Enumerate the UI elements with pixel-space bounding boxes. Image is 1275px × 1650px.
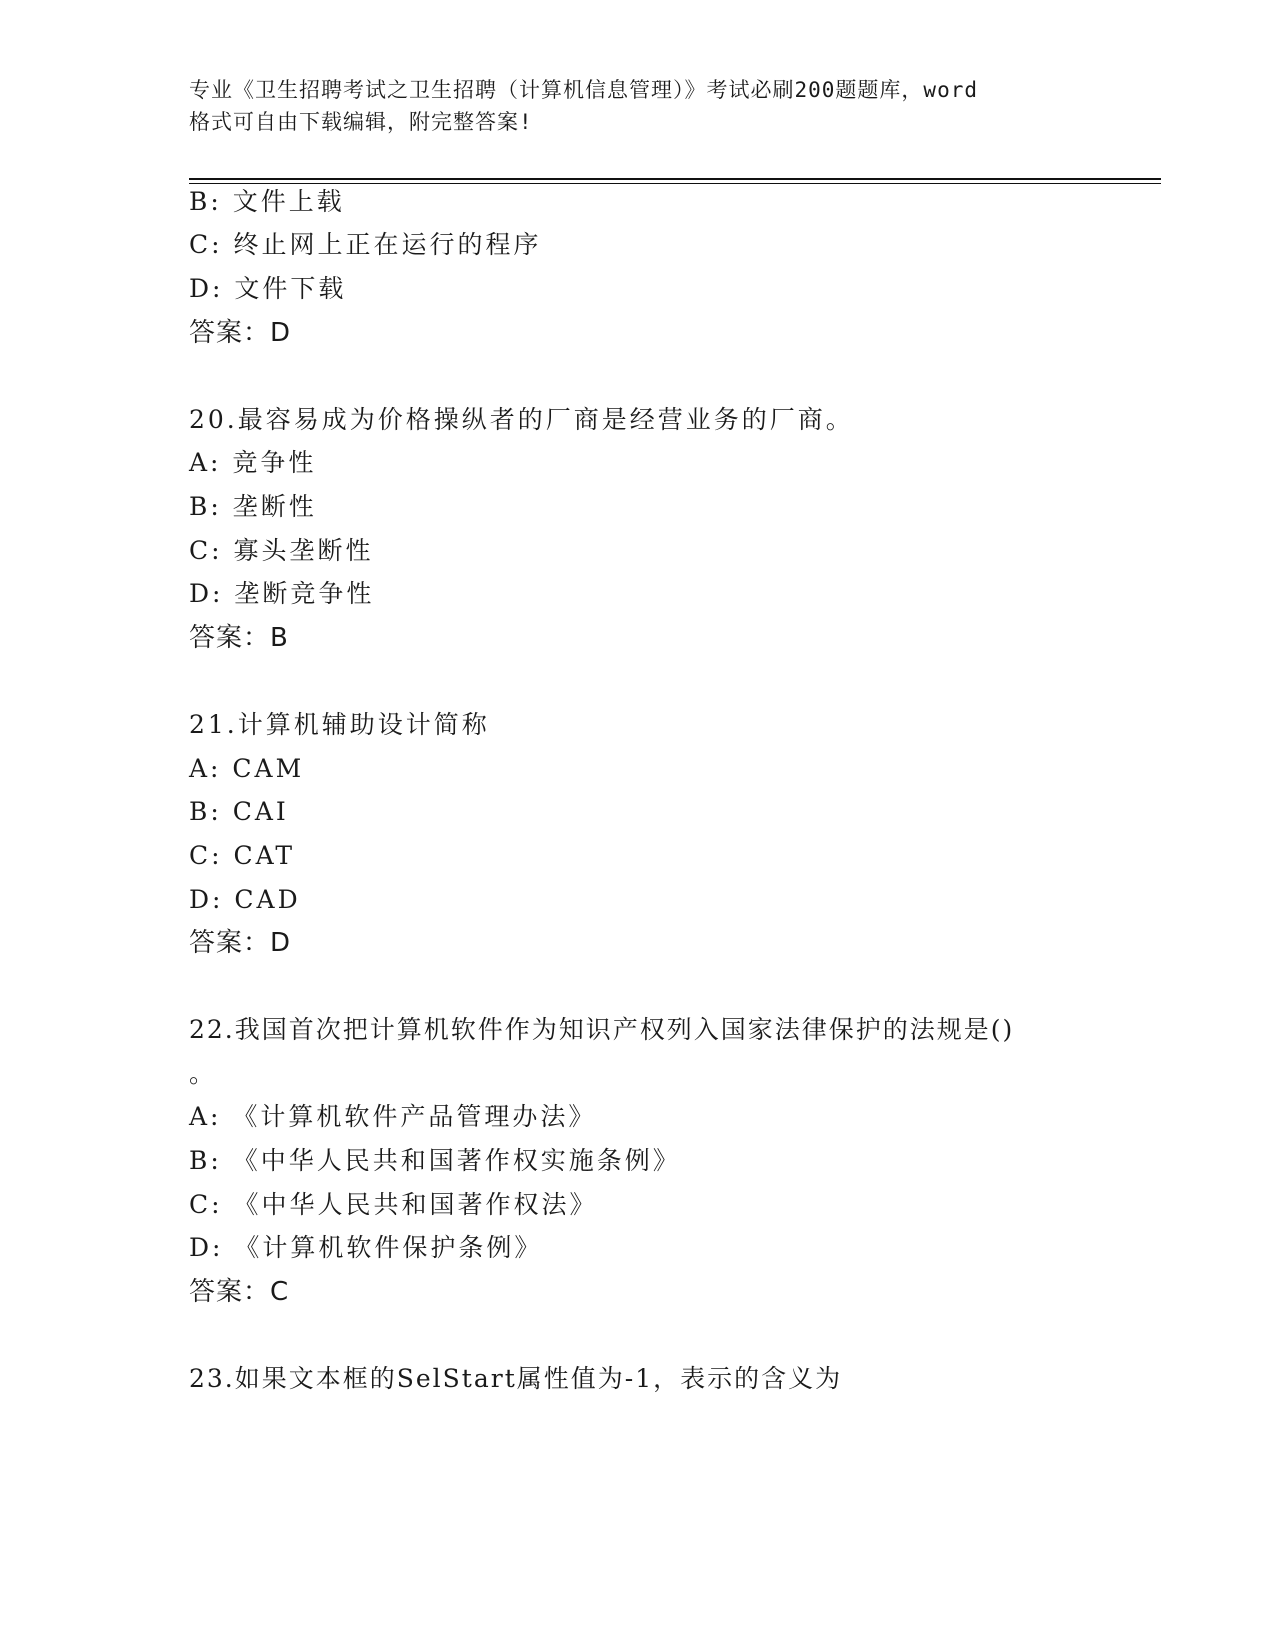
- q21-question: 21.计算机辅助设计简称: [189, 710, 490, 739]
- q19-answer: 答案：D: [189, 318, 292, 348]
- header-divider-thick: [189, 178, 1161, 180]
- header-line-2: 格式可自由下载编辑，附完整答案!: [189, 110, 533, 134]
- q19-option-b: B: 文件上载: [189, 187, 345, 216]
- q21-option-a: A: CAM: [189, 754, 305, 783]
- q19-option-d: D: 文件下载: [189, 274, 347, 303]
- document-header: [189, 74, 1089, 138]
- q21-answer: 答案：D: [189, 928, 292, 958]
- q20-answer: 答案：B: [189, 623, 289, 653]
- q22-option-c: C: 《中华人民共和国著作权法》: [189, 1190, 598, 1219]
- q21-option-d: D: CAD: [189, 885, 301, 914]
- q23-question: 23.如果文本框的SelStart属性值为-1，表示的含义为: [189, 1364, 843, 1393]
- q21-option-b: B: CAI: [189, 797, 289, 826]
- q22-answer: 答案：C: [189, 1277, 290, 1307]
- q20-option-a: A: 竞争性: [189, 448, 317, 477]
- q22-option-d: D: 《计算机软件保护条例》: [189, 1233, 543, 1262]
- header-line-1: 专业《卫生招聘考试之卫生招聘（计算机信息管理）》考试必刷200题题库，word: [189, 78, 978, 102]
- q20-question: 20.最容易成为价格操纵者的厂商是经营业务的厂商。: [189, 405, 854, 434]
- q20-option-d: D: 垄断竞争性: [189, 579, 375, 608]
- q21-option-c: C: CAT: [189, 841, 295, 870]
- q22-question-continuation: 。: [189, 1059, 218, 1088]
- q20-option-c: C: 寡头垄断性: [189, 536, 374, 565]
- q19-option-c: C: 终止网上正在运行的程序: [189, 230, 542, 259]
- q22-option-b: B: 《中华人民共和国著作权实施条例》: [189, 1146, 681, 1175]
- q22-option-a: A: 《计算机软件产品管理办法》: [189, 1102, 597, 1131]
- q20-option-b: B: 垄断性: [189, 492, 317, 521]
- q22-question: 22.我国首次把计算机软件作为知识产权列入国家法律保护的法规是(): [189, 1015, 1015, 1044]
- header-divider-thin: [189, 183, 1161, 184]
